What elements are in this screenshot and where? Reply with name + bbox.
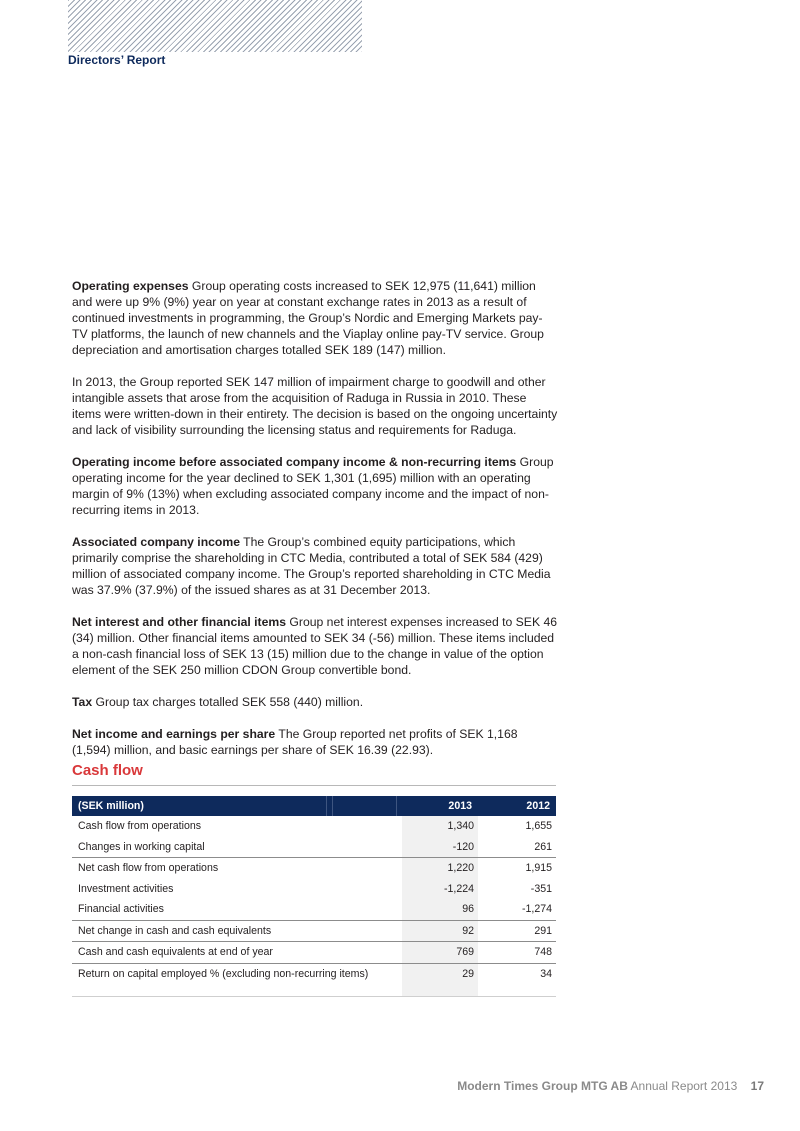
value-2013: -120 bbox=[402, 837, 478, 858]
paragraph-text: In 2013, the Group reported SEK 147 million of impairment charge to goodwill and other intangible assets that arose from the acquisition of Raduga in Russia in 2010. These items were written-down in their entirety. The decision is based on the ongoing uncertainty and lack of visibility surrounding the licensing status and requirements for Raduga. bbox=[72, 375, 558, 437]
row-label: Financial activities bbox=[72, 899, 402, 920]
table-row bbox=[72, 858, 556, 879]
value-2013: 92 bbox=[402, 920, 478, 942]
table-row bbox=[72, 942, 556, 964]
cash-flow-table bbox=[72, 796, 556, 997]
table-row bbox=[72, 837, 556, 858]
footer-report: Annual Report 2013 bbox=[630, 1079, 738, 1093]
paragraph-impairment bbox=[72, 374, 558, 438]
header-hatch-pattern bbox=[68, 0, 362, 52]
paragraph-associated-company bbox=[72, 534, 558, 598]
paragraph-text: Group net interest expenses increased to SEK 46 (34) million. Other financial items amounted to SEK 34 (-56) million. These items included a non-cash financial loss of SEK 13 (15) million due to the change in value of the option element of the SEK 250 million CDON Group convertible bond. bbox=[72, 615, 558, 677]
paragraph-text: Group operating costs increased to SEK 12,975 (11,641) million and were up 9% (9%) year on year at constant exchange rates in 2013 as a result of continued investments in programming, the Group’s Nordic and Emerging Markets pay-TV platforms, the launch of new channels and the Viaplay online pay-TV service. Group depreciation and amortisation charges totalled SEK 189 (147) million. bbox=[72, 279, 544, 357]
value-2013: -1,224 bbox=[402, 879, 478, 900]
paragraph-text: Group tax charges totalled SEK 558 (440) million. bbox=[92, 695, 364, 709]
row-label: Cash and cash equivalents at end of year bbox=[72, 942, 402, 964]
row-label: Cash flow from operations bbox=[78, 820, 202, 833]
paragraph-heading: Tax bbox=[72, 695, 93, 709]
value-2012: 748 bbox=[478, 942, 556, 964]
column-header-label: (SEK million) bbox=[72, 796, 326, 816]
paragraph-operating-income bbox=[72, 454, 558, 518]
table-header-row bbox=[72, 796, 556, 816]
row-label: Return on capital employed % (excluding non-recurring items) bbox=[72, 963, 402, 996]
paragraph-heading: Associated company income bbox=[72, 535, 240, 549]
paragraph-heading: Operating income before associated company income & non-recurring items bbox=[72, 455, 517, 469]
value-2012: -1,274 bbox=[478, 899, 556, 920]
value-2012: -351 bbox=[530, 882, 552, 895]
table-row bbox=[72, 879, 556, 900]
paragraph-tax bbox=[72, 694, 558, 710]
row-label: Investment activities bbox=[78, 882, 174, 895]
cash-flow-divider bbox=[72, 785, 556, 786]
body-text bbox=[72, 278, 558, 774]
section-label: Directors’ Report bbox=[68, 53, 166, 67]
paragraph-text: The Group reported net profits of SEK 1,168 (1,594) million, and basic earnings per share of SEK 16.39 (22.93). bbox=[72, 727, 518, 757]
paragraph-net-interest bbox=[72, 614, 558, 678]
table-row bbox=[72, 816, 556, 837]
page-footer bbox=[457, 1079, 764, 1093]
row-label: Changes in working capital bbox=[72, 837, 402, 858]
value-2013: 29 bbox=[402, 963, 478, 996]
table-row bbox=[72, 899, 556, 920]
paragraph-heading: Net interest and other financial items bbox=[72, 615, 287, 629]
paragraph-net-income bbox=[72, 726, 558, 758]
cash-flow-heading: Cash flow bbox=[72, 762, 143, 779]
row-label: Net cash flow from operations bbox=[78, 862, 219, 875]
table-row bbox=[72, 963, 556, 996]
value-2013: 1,220 bbox=[402, 858, 478, 879]
value-2013: 1,340 bbox=[402, 816, 478, 837]
paragraph-text: The Group’s combined equity participations, which primarily comprise the shareholding in CTC Media, contributed a total of SEK 584 (429) million of associated company income. The Group’s reported shareholding in CTC Media was 37.9% (37.9%) of the issued shares as at 31 December 2013. bbox=[72, 535, 551, 597]
value-2013: 769 bbox=[402, 942, 478, 964]
paragraph-text: Group operating income for the year declined to SEK 1,301 (1,695) million with an operating margin of 9% (13%) when excluding associated company income and the impact of non-recurring items in 2013. bbox=[72, 455, 554, 517]
footer-company: Modern Times Group MTG AB bbox=[457, 1079, 628, 1093]
paragraph-operating-expenses bbox=[72, 278, 558, 358]
value-2012: 1,655 bbox=[525, 820, 552, 833]
paragraph-heading: Operating expenses bbox=[72, 279, 189, 293]
value-2012: 34 bbox=[478, 963, 556, 996]
value-2013: 96 bbox=[402, 899, 478, 920]
table-row bbox=[72, 920, 556, 942]
value-2012: 291 bbox=[478, 920, 556, 942]
value-2012: 261 bbox=[478, 837, 556, 858]
row-label: Net change in cash and cash equivalents bbox=[72, 920, 402, 942]
header-spacer bbox=[338, 796, 396, 816]
value-2012: 1,915 bbox=[525, 862, 552, 875]
page-number: 17 bbox=[750, 1079, 764, 1093]
paragraph-heading: Net income and earnings per share bbox=[72, 727, 276, 741]
column-header-2012: 2012 bbox=[478, 796, 556, 816]
column-header-2013: 2013 bbox=[402, 796, 478, 816]
